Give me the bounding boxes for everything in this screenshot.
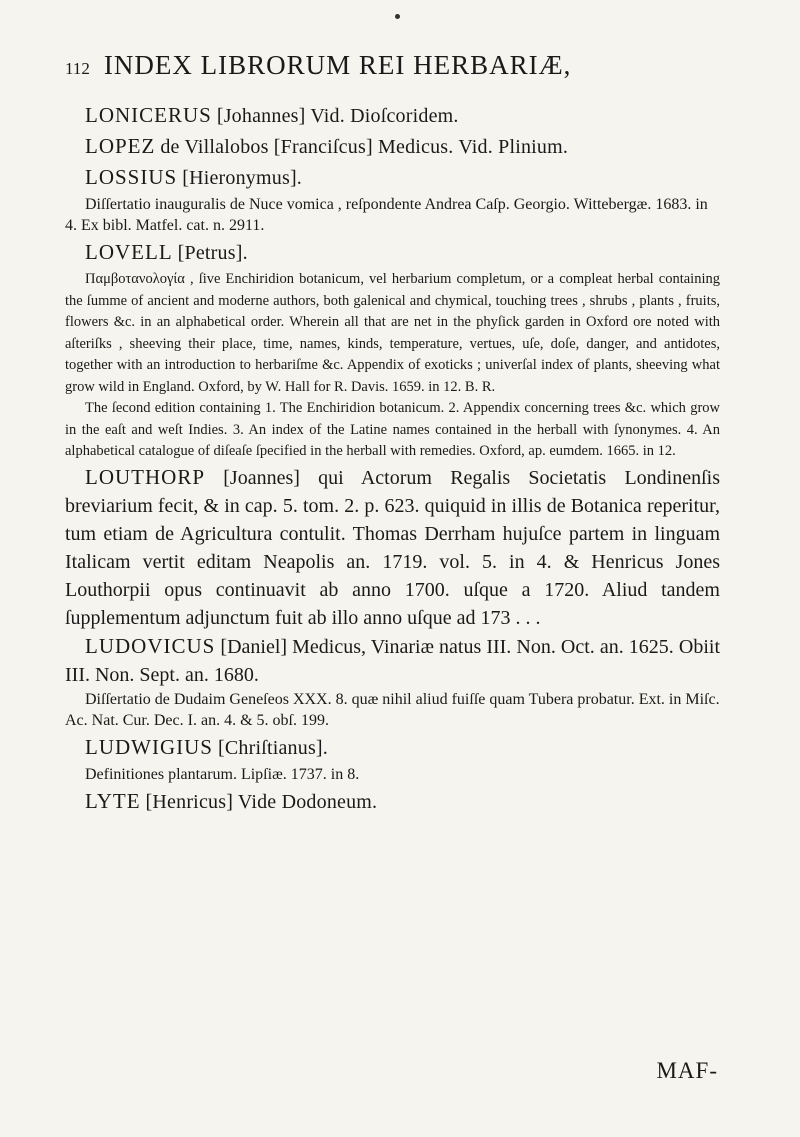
entry-rest: [Henricus] Vide Dodoneum.	[145, 790, 378, 813]
entry-rest: [Johannes] Vid. Dioſcoridem.	[216, 105, 459, 127]
entry-name: LOPEZ	[85, 134, 156, 158]
entry-heading	[65, 632, 720, 689]
entry-ludovicus	[65, 632, 720, 731]
entry-louthorp	[65, 463, 720, 632]
page-header	[65, 50, 720, 81]
entry-text: Definitiones plantarum. Lipſiæ. 1737. in 8.	[85, 765, 360, 783]
entry-text: Παμβοτανολογία , ſive Enchiridion botanicum, vel herbarium completum, or a compleat herbal containing the ſumme of ancient and moderne authors, both galenical and chymical, touching trees , shrubs , plants , fruits, flowers &c. in an alphabetical order. Wherein all that are net in the phyſick garden in Oxford ore noted with aſteriſks , sheeving their place, time, names, kinds, temperature, vertues, uſe, doſe, danger, and antidotes, together with an introduction to herbariſme &c. Appendix of exoticks ; univerſal index of plants, sheeving what grow wild in England. Oxford, by W. Hall for R. Davis. 1659. in 12. B. R.	[65, 271, 720, 395]
entry-ludwigius	[65, 733, 720, 785]
entry-text: Diſſertatio inauguralis de Nuce vomica , reſpondente Andrea Caſp. Georgio. Wittebergæ. 1683. in 4. Ex bibl. Matfel. cat. n. 2911.	[65, 196, 708, 234]
entry-heading	[65, 733, 720, 762]
catchword: MAF-	[656, 1058, 718, 1083]
entry-rest: [Chriſtianus].	[217, 736, 328, 759]
entry-lopez	[65, 132, 720, 161]
entry-lossius	[65, 163, 720, 236]
entry-lonicerus	[65, 101, 720, 130]
entry-rest: [Joannes] qui Actorum Regalis Societatis Londinenſis breviarium fecit, & in cap. 5. tom. 2. p. 623. quiquid in illis de Botanica reperitur, tum etiam de Agricultura contulit. Thomas Derrham hujuſce partem in linguam Italicam vertit editam Neapolis an. 1719. vol. 5. in 4. & Henricus Jones Louthorpii opus continuavit ab anno 1700. uſque a 1720. Aliud tandem ſupplementum adjunctum fuit ab illo anno uſque ad 173 . . .	[65, 466, 720, 629]
entry-name: LOUTHORP	[85, 464, 206, 489]
entry-heading	[65, 463, 720, 632]
entry-heading	[65, 238, 720, 267]
ink-speck	[395, 14, 400, 19]
entry-lyte	[65, 787, 720, 816]
entry-lovell	[65, 238, 720, 463]
page-number: 112	[65, 59, 90, 78]
entry-heading	[65, 787, 720, 816]
entry-text: Diſſertatio de Dudaim Geneſeos XXX. 8. quæ nihil aliud fuiſſe quam Tubera probatur. Ext. in Miſc. Ac. Nat. Cur. Dec. I. an. 4. & 5. obſ. 199.	[65, 690, 720, 729]
page	[65, 50, 720, 818]
entry-heading	[65, 163, 720, 192]
running-title: INDEX LIBRORUM REI HERBARIÆ,	[103, 50, 572, 80]
entry-rest: [Hieronymus].	[182, 167, 303, 189]
entry-rest: de Villalobos [Franciſcus] Medicus. Vid. Plinium.	[160, 136, 569, 158]
entry-rest: [Daniel] Medicus, Vinariæ natus III. Non. Oct. an. 1625. Obiit III. Non. Sept. an. 1680.	[65, 635, 720, 686]
entry-name: LYTE	[85, 788, 141, 813]
entry-heading	[65, 101, 720, 130]
entry-name: LOVELL	[85, 240, 173, 264]
entry-name: LONICERUS	[85, 103, 212, 127]
entry-heading	[65, 132, 720, 161]
entry-name: LUDWIGIUS	[85, 734, 213, 759]
entry-name: LUDOVICUS	[85, 633, 216, 658]
entry-text-second-edition: The ſecond edition containing 1. The Enchiridion botanicum. 2. Appendix concerning trees &c. which grow in the eaſt and weſt Indies. 3. An index of the Latine names contained in the herball with ſynonymes. 4. An alphabetical catalogue of diſeaſe ſpecified in the herball with remedies. Oxford, ap. eumdem. 1665. in 12.	[65, 400, 720, 459]
entry-rest: [Petrus].	[177, 242, 248, 264]
entry-name: LOSSIUS	[85, 165, 178, 189]
